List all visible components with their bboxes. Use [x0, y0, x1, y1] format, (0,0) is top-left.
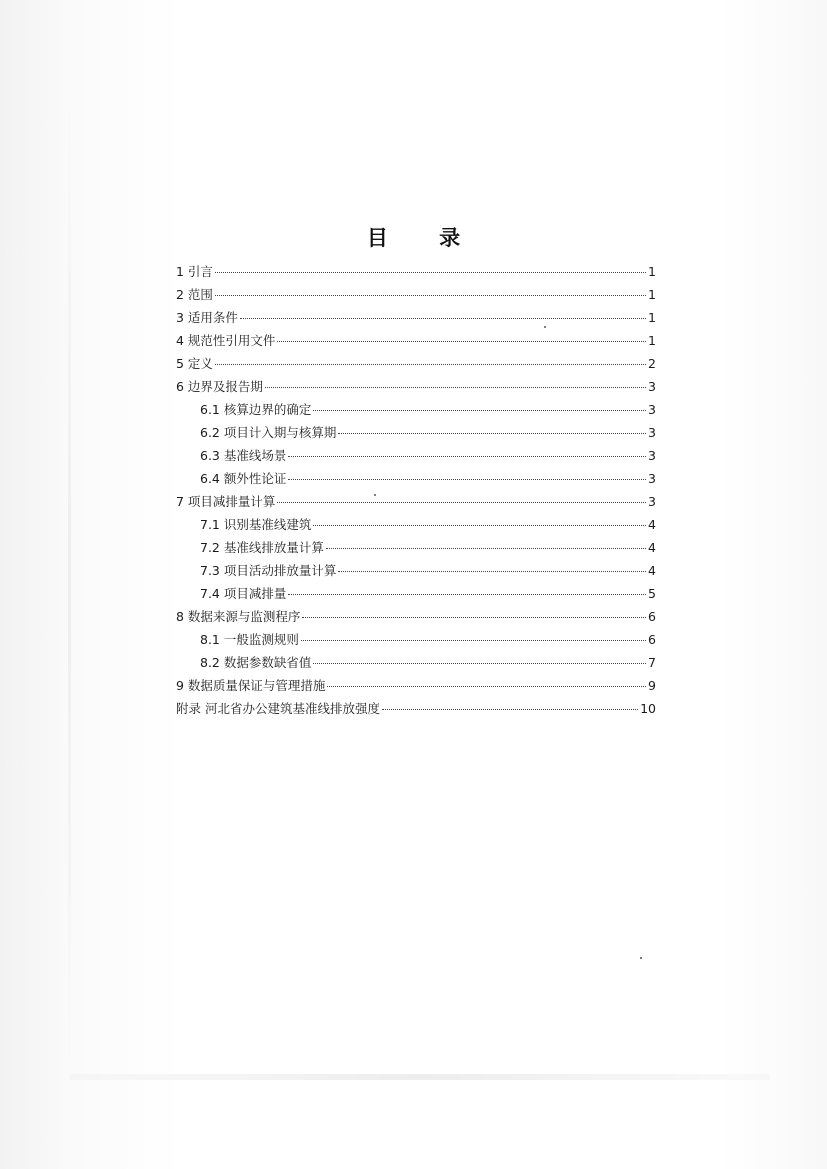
toc-entry — [176, 283, 656, 306]
toc-dot-leader — [215, 364, 646, 365]
toc-entry-label: 7.4 项目减排量 — [200, 586, 287, 601]
toc-entry-page-number: 5 — [648, 586, 656, 601]
toc-entry — [176, 329, 656, 352]
toc-entry — [176, 651, 656, 674]
toc-entry — [176, 421, 656, 444]
toc-dot-leader — [301, 640, 646, 641]
toc-entry-page-number: 2 — [648, 356, 656, 371]
scan-speck — [374, 494, 376, 496]
toc-dot-leader — [288, 456, 646, 457]
toc-dot-leader — [288, 594, 646, 595]
toc-dot-leader — [313, 663, 646, 664]
toc-dot-leader — [288, 479, 646, 480]
toc-entry — [176, 605, 656, 628]
toc-entry-label: 6.4 额外性论证 — [200, 471, 287, 486]
toc-entry — [176, 628, 656, 651]
toc-entry-label: 6.3 基准线场景 — [200, 448, 287, 463]
toc-entry-page-number: 1 — [648, 264, 656, 279]
toc-entry — [176, 260, 656, 283]
toc-dot-leader — [313, 525, 646, 526]
toc-entry-label: 7.3 项目活动排放量计算 — [200, 563, 337, 578]
toc-entry — [176, 674, 656, 697]
scan-speck — [640, 957, 642, 959]
toc-dot-leader — [240, 318, 646, 319]
toc-entry-label: 7.1 识别基准线建筑 — [200, 517, 312, 532]
toc-entry-label: 8 数据来源与监测程序 — [176, 609, 301, 624]
toc-entry-page-number: 1 — [648, 287, 656, 302]
toc-entry — [176, 582, 656, 605]
toc-dot-leader — [215, 272, 646, 273]
toc-entry-page-number: 3 — [648, 471, 656, 486]
toc-dot-leader — [265, 387, 646, 388]
toc-entry-page-number: 1 — [648, 333, 656, 348]
toc-entry-label: 8.1 一般监测规则 — [200, 632, 299, 647]
toc-entry-page-number: 3 — [648, 448, 656, 463]
toc-entry — [176, 306, 656, 329]
toc-entry-label: 6.1 核算边界的确定 — [200, 402, 312, 417]
toc-entry-label: 1 引言 — [176, 264, 213, 279]
toc-entry-page-number: 9 — [648, 678, 656, 693]
toc-dot-leader — [382, 709, 638, 710]
toc-entry-label: 6 边界及报告期 — [176, 379, 263, 394]
toc-entry — [176, 697, 656, 720]
toc-entry — [176, 513, 656, 536]
toc-dot-leader — [326, 548, 646, 549]
toc-entry-page-number: 3 — [648, 425, 656, 440]
toc-entry-label: 4 规范性引用文件 — [176, 333, 276, 348]
toc-entry-page-number: 6 — [648, 632, 656, 647]
toc-dot-leader — [327, 686, 646, 687]
toc-entry-label: 7.2 基准线排放量计算 — [200, 540, 324, 555]
toc-entry — [176, 444, 656, 467]
toc-entry-label: 9 数据质量保证与管理措施 — [176, 678, 326, 693]
toc-entry-page-number: 3 — [648, 402, 656, 417]
scan-shadow-bottom — [70, 1074, 770, 1080]
toc-dot-leader — [302, 617, 646, 618]
page-title: 目 录 — [366, 225, 483, 250]
toc-entry-page-number: 10 — [640, 701, 656, 716]
toc-entry-page-number: 4 — [648, 563, 656, 578]
toc-entry — [176, 490, 656, 513]
toc-entry — [176, 559, 656, 582]
toc-entry-label: 7 项目减排量计算 — [176, 494, 276, 509]
toc-dot-leader — [215, 295, 646, 296]
toc-entry-page-number: 3 — [648, 494, 656, 509]
toc-entry-label: 2 范围 — [176, 287, 213, 302]
toc-entry — [176, 467, 656, 490]
table-of-contents — [176, 260, 656, 720]
toc-dot-leader — [338, 571, 646, 572]
toc-entry-page-number: 6 — [648, 609, 656, 624]
toc-entry — [176, 398, 656, 421]
toc-dot-leader — [277, 502, 646, 503]
toc-entry-label: 8.2 数据参数缺省值 — [200, 655, 312, 670]
toc-entry — [176, 375, 656, 398]
toc-dot-leader — [313, 410, 646, 411]
toc-entry-label: 5 定义 — [176, 356, 213, 371]
toc-entry-label: 6.2 项目计入期与核算期 — [200, 425, 337, 440]
toc-entry-page-number: 4 — [648, 517, 656, 532]
toc-entry-page-number: 3 — [648, 379, 656, 394]
toc-entry-page-number: 7 — [648, 655, 656, 670]
scan-speck — [544, 326, 546, 328]
toc-entry-page-number: 1 — [648, 310, 656, 325]
toc-dot-leader — [277, 341, 646, 342]
toc-dot-leader — [338, 433, 646, 434]
toc-entry — [176, 536, 656, 559]
toc-entry-page-number: 4 — [648, 540, 656, 555]
toc-entry-label: 附录 河北省办公建筑基准线排放强度 — [176, 701, 380, 716]
toc-entry-label: 3 适用条件 — [176, 310, 238, 325]
toc-entry — [176, 352, 656, 375]
